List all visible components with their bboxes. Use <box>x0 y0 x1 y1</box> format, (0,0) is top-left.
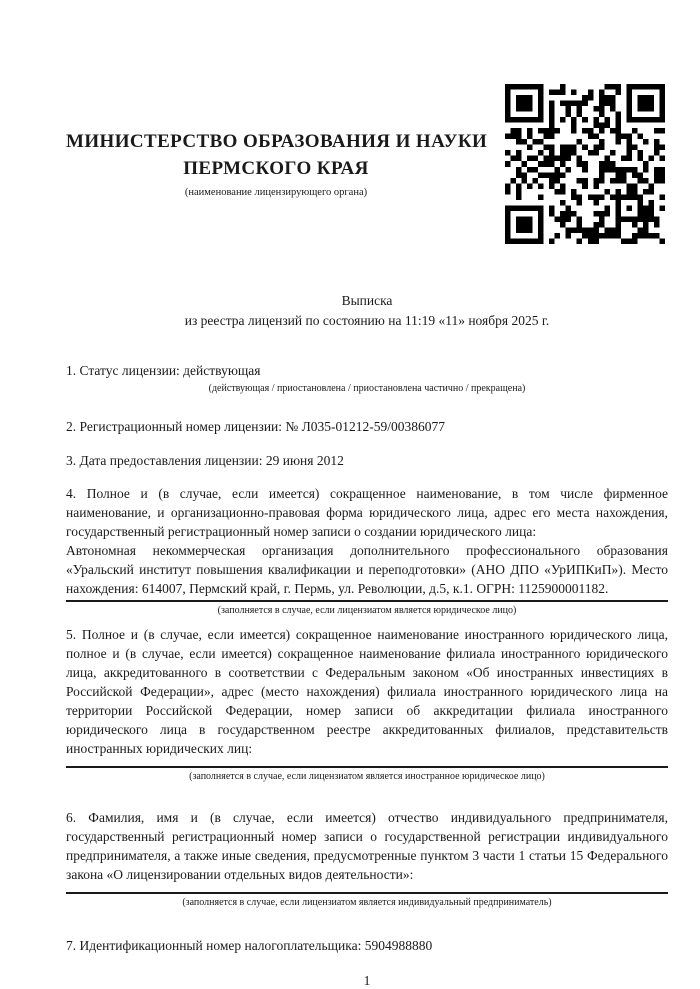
qr-code-image <box>505 84 665 244</box>
licensing-authority-note: (наименование лицензирующего органа) <box>184 187 368 198</box>
item-taxpayer-number <box>66 936 668 955</box>
legal-entity-value: Автономная некоммерческая организация дополнительного профессионального образования «Уральский институт повышения квалификации и переподготовки» (АНО ДПО «УрИПКиП»). Место нахождения: 614007, Пермский край, г. Пермь, ул. Революции, д.5, к.1. ОГРН: 1125900001182. <box>66 543 668 596</box>
item-license-date <box>66 451 668 470</box>
item-registration-number <box>66 417 668 436</box>
individual-entrepreneur-label: 6. Фамилия, имя и (в случае, если имеется) отчество индивидуального предпринимателя, государственный регистрационный номер записи о государственной регистрации индивидуального предпринимателя, а также иные сведения, предусмотренные пунктом 3 части 1 статьи 15 Федерального закона «О лицензировании отдельных видов деятельности»: <box>66 810 668 882</box>
item-foreign-entity <box>66 625 668 784</box>
taxpayer-number-text: 7. Идентификационный номер налогоплательщика: 5904988880 <box>66 938 433 953</box>
ministry-title-line2: ПЕРМСКОГО КРАЯ <box>183 158 369 179</box>
individual-entrepreneur-note: (заполняется в случае, если лицензиатом является индивидуальный предприниматель) <box>182 897 552 908</box>
item-individual-entrepreneur <box>66 808 668 910</box>
qr-code-icon <box>505 84 665 244</box>
license-status-options-note: (действующая / приостановлена / приостановлена частично / прекращена) <box>208 383 526 394</box>
document-body <box>66 361 668 989</box>
legal-entity-note: (заполняется в случае, если лицензиатом является юридическое лицо) <box>217 605 517 616</box>
individual-entrepreneur-underline <box>66 892 668 894</box>
document-subtitle <box>66 291 668 331</box>
foreign-entity-underline <box>66 766 668 768</box>
page-number: 1 <box>363 973 371 988</box>
subtitle-line2: из реестра лицензий по состоянию на 11:19 «11» ноября 2025 г. <box>184 313 550 328</box>
subtitle-line1: Выписка <box>341 293 393 308</box>
foreign-entity-label: 5. Полное и (в случае, если имеется) сокращенное наименование иностранного юридического лица, полное и (в случае, если имеется) сокращенное наименование филиала иностранного юридического лица, аккредитованного в соответствии с Федеральным законом «Об иностранных инвестициях в Российской Федерации», адрес (место нахождения) филиала иностранного юридического лица на территории Российской Федерации, номер записи об аккредитации филиала иностранного юридического лица в государственном реестре аккредитованных филиалов, представительств иностранных юридических лиц: <box>66 627 668 756</box>
license-status-text: 1. Статус лицензии: действующая <box>66 363 261 378</box>
registration-number-text: 2. Регистрационный номер лицензии: № Л035-01212-59/00386077 <box>66 419 446 434</box>
legal-entity-label: 4. Полное и (в случае, если имеется) сокращенное наименование, в том числе фирменное наименование, и организационно-правовая форма юридического лица, адрес его места нахождения, государственный регистрационный номер записи о создании юридического лица: <box>66 486 668 539</box>
foreign-entity-note: (заполняется в случае, если лицензиатом является иностранное юридическое лицо) <box>189 771 545 782</box>
document-header <box>66 128 486 198</box>
item-license-status <box>66 361 668 396</box>
license-date-text: 3. Дата предоставления лицензии: 29 июня 2012 <box>66 453 344 468</box>
item-legal-entity <box>66 484 668 618</box>
ministry-title-line1: МИНИСТЕРСТВО ОБРАЗОВАНИЯ И НАУКИ <box>66 131 488 152</box>
legal-entity-underline <box>66 600 668 602</box>
